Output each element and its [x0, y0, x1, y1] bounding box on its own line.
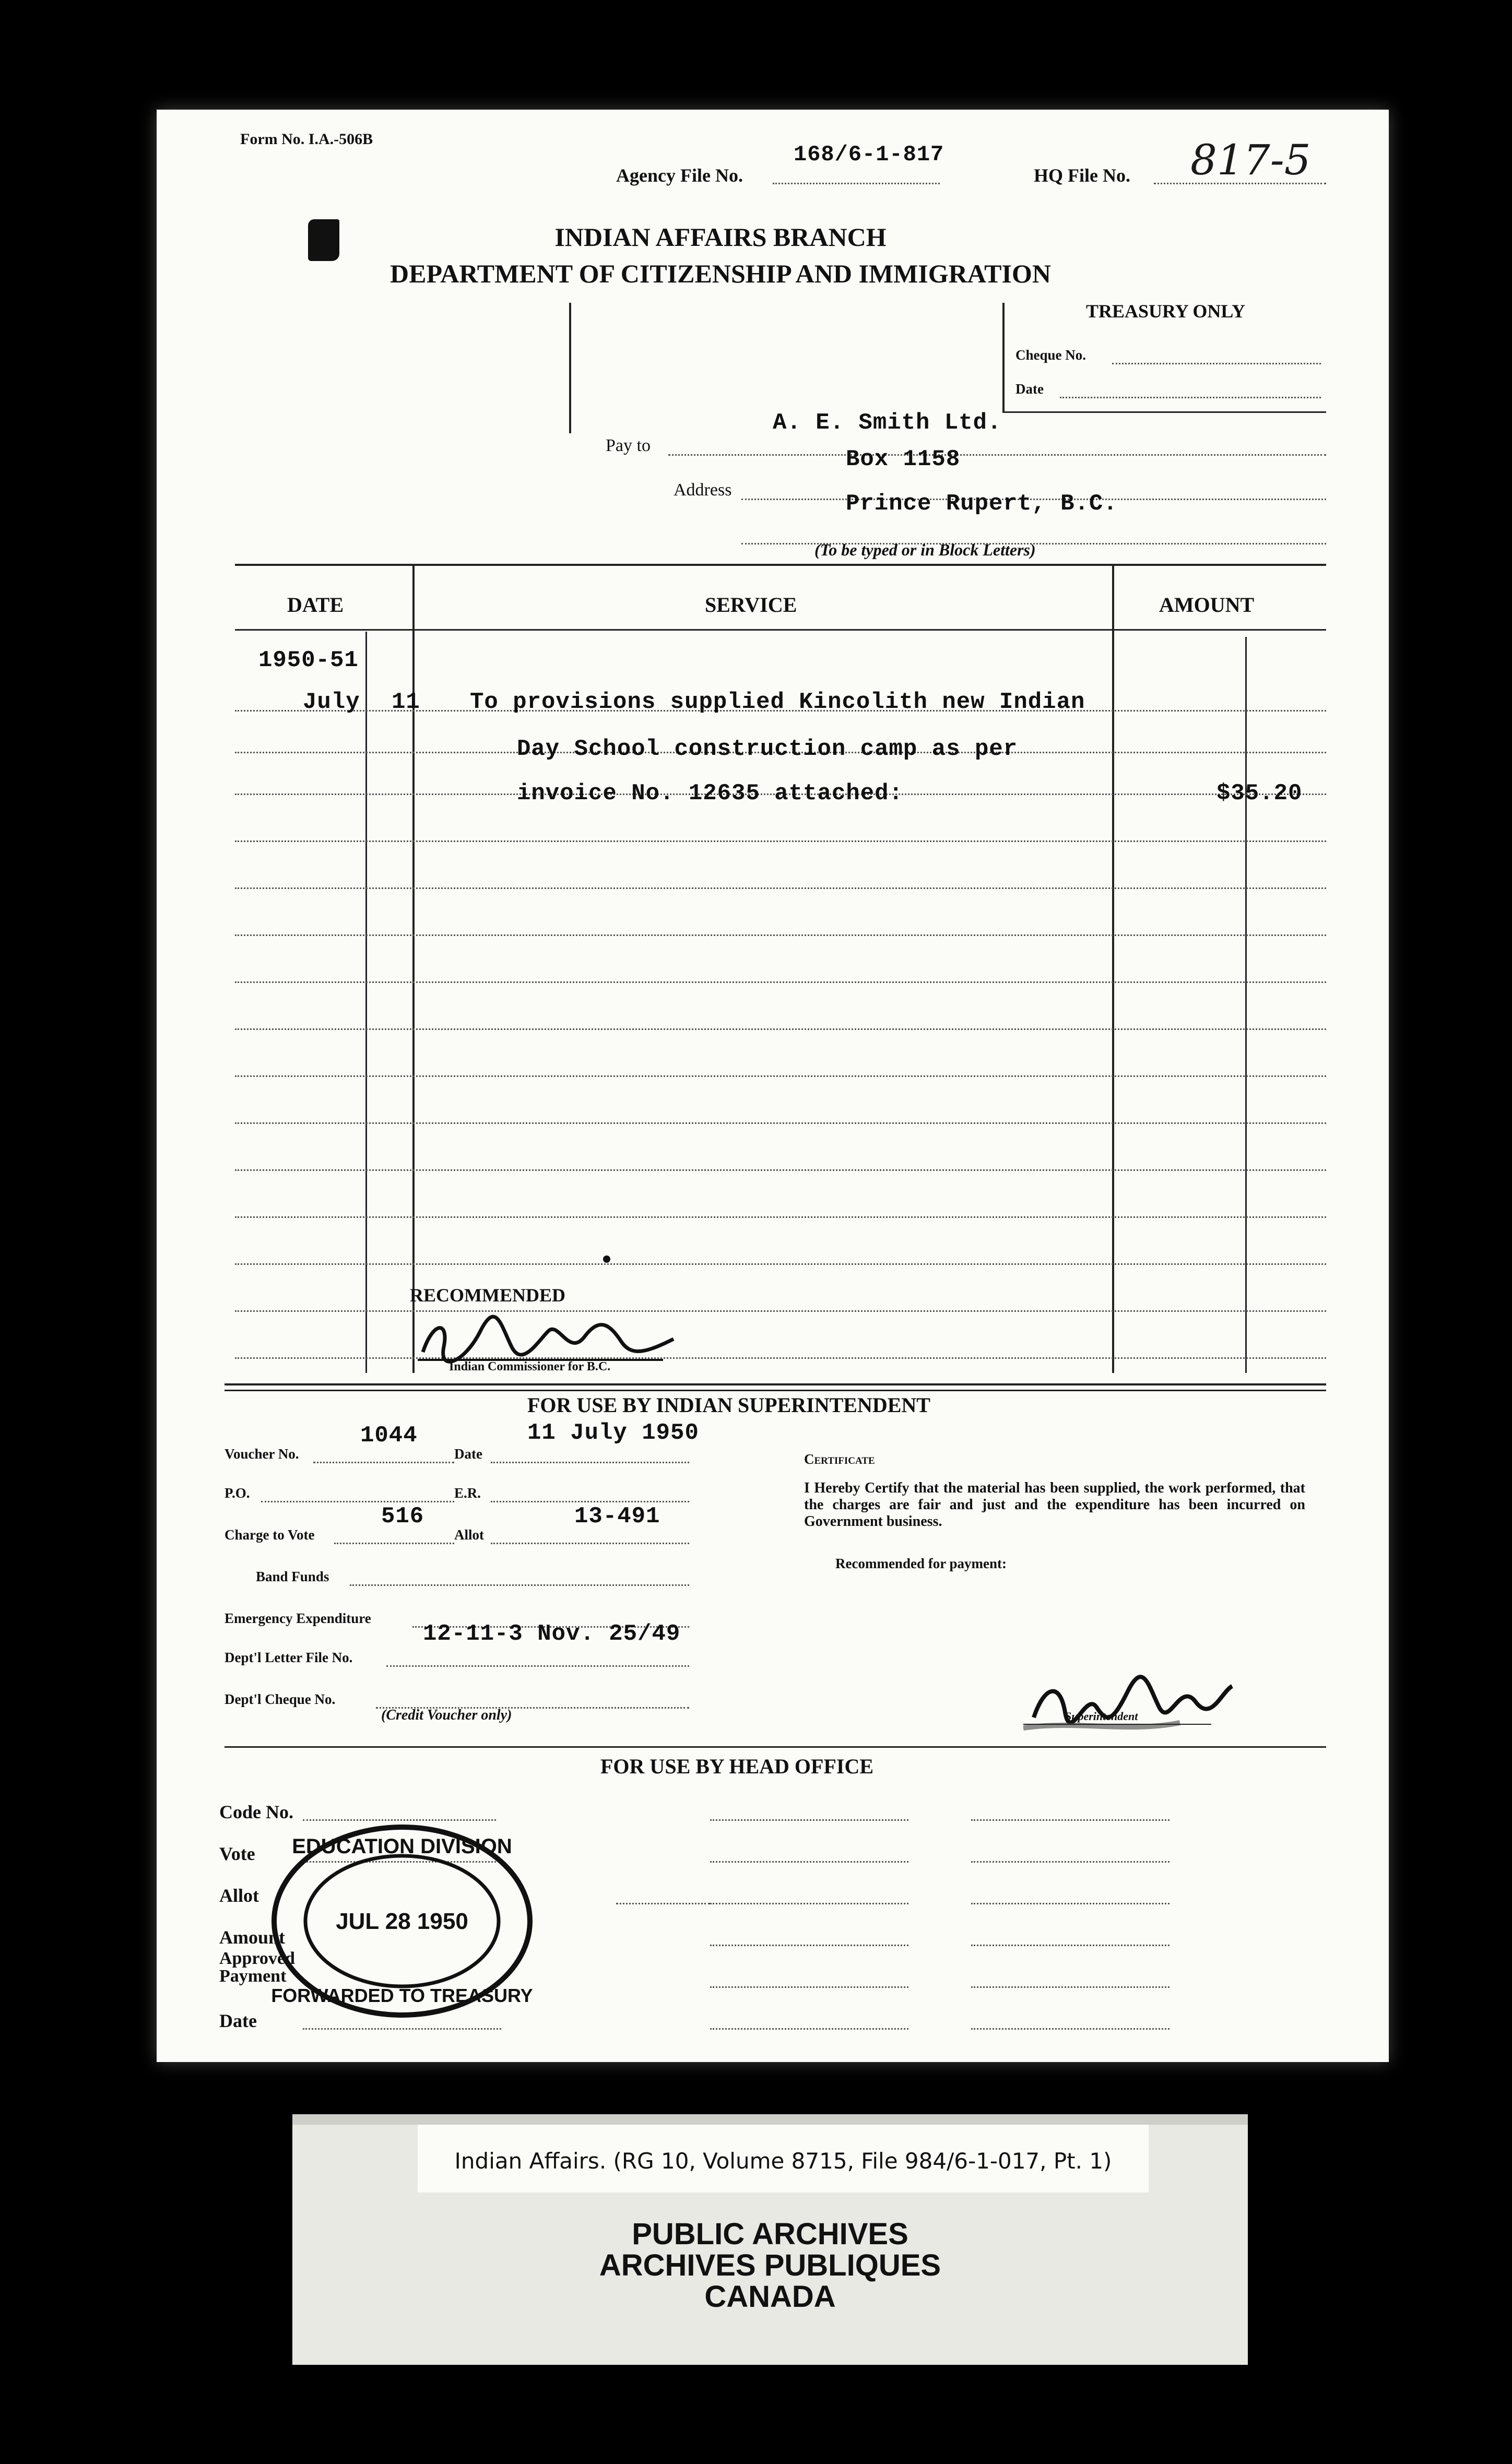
superintendent-section-title: FOR USE BY INDIAN SUPERINTENDENT: [527, 1393, 930, 1417]
band-funds-label: Band Funds: [256, 1569, 329, 1584]
payee-name: A. E. Smith Ltd.: [773, 410, 1002, 436]
archive-reference: Indian Affairs. (RG 10, Volume 8715, File 984/6-1-017, Pt. 1): [454, 2148, 1112, 2174]
code-no-label: Code No.: [219, 1802, 293, 1822]
certificate-text: I Hereby Certify that the material has been supplied, the work performed, that the charges are fair and just and the expenditure has been incurred on Government business.: [804, 1480, 1305, 1530]
department-title: DEPARTMENT OF CITIZENSHIP AND IMMIGRATION: [390, 259, 1051, 288]
stamp-date: JUL 28 1950: [336, 1909, 468, 1934]
voucher-no-label: Voucher No.: [225, 1446, 299, 1462]
date-column-header: DATE: [287, 593, 344, 617]
treasury-date-label: Date: [1015, 381, 1044, 397]
head-allot-label: Allot: [219, 1885, 259, 1906]
service-day: 11: [392, 689, 420, 715]
form-number: Form No. I.A.-506B: [240, 131, 373, 148]
letter-file-value: 12-11-3 Nov. 25/49: [423, 1621, 681, 1647]
vote-label: Vote: [219, 1843, 255, 1864]
service-line-2: Day School construction camp as per: [517, 736, 1018, 762]
approved-payment-label: Approved Payment: [219, 1949, 295, 1986]
agency-file-number: 168/6-1-817: [794, 142, 944, 167]
treasury-title: TREASURY ONLY: [1086, 301, 1246, 322]
treasury-cheque-label: Cheque No.: [1015, 347, 1086, 363]
ink-dot: [603, 1255, 610, 1263]
branch-title: INDIAN AFFAIRS BRANCH: [554, 222, 887, 252]
recommended-label: RECOMMENDED: [410, 1285, 565, 1306]
voucher-no-value: 1044: [360, 1423, 418, 1449]
dept-cheque-label: Dept'l Cheque No.: [225, 1691, 336, 1707]
head-office-title: FOR USE BY HEAD OFFICE: [600, 1755, 874, 1778]
voucher-date-value: 11 July 1950: [527, 1420, 699, 1446]
credit-voucher-note: (Credit Voucher only): [381, 1707, 512, 1723]
amount-column-header: AMOUNT: [1159, 593, 1255, 617]
payee-address-line2: Prince Rupert, B.C.: [846, 491, 1118, 517]
payee-address-line1: Box 1158: [846, 446, 961, 472]
service-line-1: To provisions supplied Kincolith new Indian: [470, 689, 1085, 715]
fiscal-year: 1950-51: [258, 647, 359, 673]
education-division-stamp: [266, 1817, 538, 2025]
stamp-top-text: EDUCATION DIVISION: [292, 1835, 512, 1858]
service-month: July: [303, 689, 360, 715]
charge-to-vote-value: 516: [381, 1503, 424, 1530]
recommended-for-payment: Recommended for payment:: [835, 1556, 1007, 1571]
letter-file-label: Dept'l Letter File No.: [225, 1650, 353, 1665]
archive-line-2: ARCHIVES PUBLIQUES: [599, 2248, 941, 2282]
emergency-expenditure-label: Emergency Expenditure: [225, 1610, 371, 1626]
superintendent-caption: Superintendent: [1065, 1710, 1138, 1723]
superintendent-signature: [1023, 1671, 1243, 1738]
service-line-3: invoice No. 12635 attached:: [517, 780, 903, 807]
service-column-header: SERVICE: [705, 593, 797, 617]
address-label: Address: [674, 480, 732, 500]
archive-line-3: CANADA: [704, 2280, 836, 2314]
voucher-date-label: Date: [454, 1446, 482, 1462]
po-label: P.O.: [225, 1485, 250, 1501]
head-date-label: Date: [219, 2010, 257, 2031]
hq-file-label: HQ File No.: [1034, 165, 1130, 186]
archive-label-card: [292, 2114, 1248, 2365]
certificate-title: Certificate: [804, 1451, 875, 1467]
commissioner-caption: Indian Commissioner for B.C.: [449, 1360, 611, 1373]
voucher-form: [157, 110, 1389, 2062]
er-label: E.R.: [454, 1485, 481, 1501]
service-amount: $35.20: [1216, 780, 1303, 807]
pay-to-label: Pay to: [606, 436, 651, 455]
allot-label: Allot: [454, 1527, 484, 1543]
agency-file-label: Agency File No.: [616, 165, 743, 186]
stamp-bottom-text: FORWARDED TO TREASURY: [271, 1985, 533, 2006]
archive-line-1: PUBLIC ARCHIVES: [632, 2217, 908, 2251]
charge-to-vote-label: Charge to Vote: [225, 1527, 315, 1543]
allot-value: 13-491: [574, 1503, 660, 1530]
amount-label: Amount: [219, 1927, 286, 1948]
typing-note: (To be typed or in Block Letters): [814, 540, 1036, 559]
hq-file-number: 817-5: [1190, 136, 1311, 184]
